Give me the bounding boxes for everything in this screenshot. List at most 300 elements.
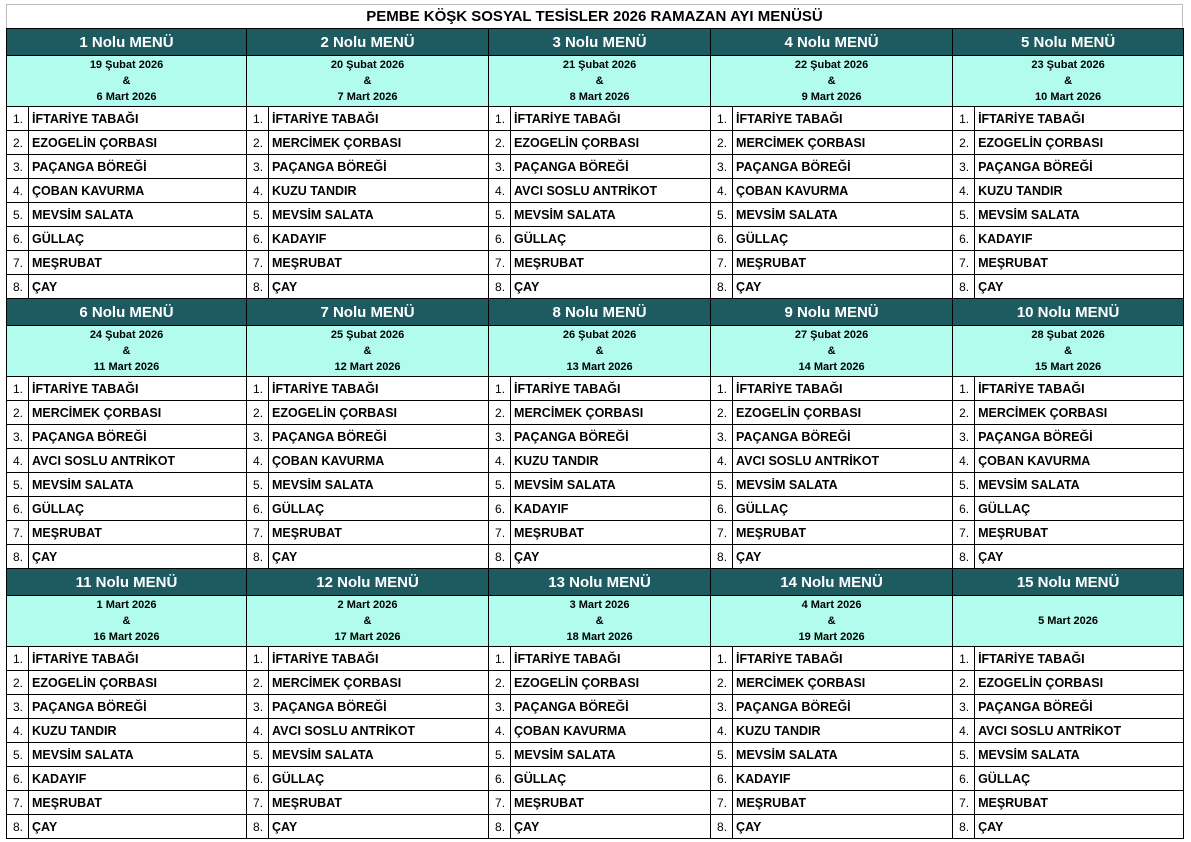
menu-date-line: & xyxy=(595,345,604,357)
menu-item-row xyxy=(7,647,1184,671)
item-number: 1. xyxy=(711,377,733,401)
item-number: 6. xyxy=(247,767,269,791)
menu-dates xyxy=(247,56,489,107)
item-number: 4. xyxy=(7,449,29,473)
dish-name: MERCİMEK ÇORBASI xyxy=(29,401,247,425)
menu-date-line: & xyxy=(1064,345,1073,357)
item-number: 1. xyxy=(489,107,511,131)
item-number: 3. xyxy=(7,155,29,179)
menu-dates xyxy=(489,56,711,107)
dish-name: ÇOBAN KAVURMA xyxy=(975,449,1184,473)
item-number: 2. xyxy=(247,131,269,155)
dish-name: GÜLLAÇ xyxy=(975,767,1184,791)
item-number: 1. xyxy=(489,647,511,671)
dish-name: GÜLLAÇ xyxy=(511,227,711,251)
dish-name: MEVSİM SALATA xyxy=(511,743,711,767)
dish-name: MEŞRUBAT xyxy=(733,521,953,545)
menu-title: 3 Nolu MENÜ xyxy=(489,29,711,56)
item-number: 2. xyxy=(7,671,29,695)
item-number: 3. xyxy=(489,425,511,449)
dish-name: MEVSİM SALATA xyxy=(511,473,711,497)
item-number: 6. xyxy=(7,767,29,791)
menu-item-row xyxy=(7,815,1184,839)
item-number: 1. xyxy=(247,647,269,671)
menu-item-row xyxy=(7,767,1184,791)
item-number: 2. xyxy=(7,131,29,155)
menu-dates xyxy=(711,326,953,377)
item-number: 6. xyxy=(953,767,975,791)
dish-name: MERCİMEK ÇORBASI xyxy=(269,131,489,155)
item-number: 7. xyxy=(489,521,511,545)
item-number: 1. xyxy=(953,377,975,401)
item-number: 6. xyxy=(953,227,975,251)
item-number: 5. xyxy=(953,473,975,497)
menu-date-line: 9 Mart 2026 xyxy=(801,91,862,103)
item-number: 6. xyxy=(247,227,269,251)
dish-name: KUZU TANDIR xyxy=(269,179,489,203)
dish-name: MEŞRUBAT xyxy=(511,521,711,545)
dish-name: ÇAY xyxy=(29,275,247,299)
item-number: 2. xyxy=(711,671,733,695)
menu-date-line: 13 Mart 2026 xyxy=(566,361,633,373)
item-number: 2. xyxy=(711,401,733,425)
dish-name: GÜLLAÇ xyxy=(511,767,711,791)
dish-name: KUZU TANDIR xyxy=(511,449,711,473)
dish-name: MEŞRUBAT xyxy=(733,791,953,815)
menu-dates xyxy=(953,596,1184,647)
item-number: 8. xyxy=(7,545,29,569)
dish-name: ÇAY xyxy=(511,275,711,299)
menu-date-line: 11 Mart 2026 xyxy=(93,361,160,373)
item-number: 1. xyxy=(711,107,733,131)
item-number: 1. xyxy=(7,107,29,131)
item-number: 1. xyxy=(489,377,511,401)
dish-name: ÇAY xyxy=(511,815,711,839)
dish-name: ÇAY xyxy=(733,815,953,839)
dish-name: GÜLLAÇ xyxy=(269,767,489,791)
item-number: 3. xyxy=(953,695,975,719)
menu-item-row xyxy=(7,401,1184,425)
menu-title: 9 Nolu MENÜ xyxy=(711,299,953,326)
dish-name: EZOGELİN ÇORBASI xyxy=(269,401,489,425)
menu-item-row xyxy=(7,449,1184,473)
menu-date-line: & xyxy=(827,615,836,627)
menu-dates xyxy=(7,56,247,107)
item-number: 6. xyxy=(489,227,511,251)
dish-name: MEVSİM SALATA xyxy=(975,203,1184,227)
item-number: 3. xyxy=(7,425,29,449)
menu-title: 2 Nolu MENÜ xyxy=(247,29,489,56)
menu-date-line: & xyxy=(595,75,604,87)
dish-name: EZOGELİN ÇORBASI xyxy=(29,671,247,695)
item-number: 5. xyxy=(489,743,511,767)
menu-date-line: 24 Şubat 2026 xyxy=(89,329,164,341)
menu-date-line: & xyxy=(363,75,372,87)
dish-name: İFTARİYE TABAĞI xyxy=(269,647,489,671)
item-number: 1. xyxy=(953,107,975,131)
item-number: 8. xyxy=(489,275,511,299)
dish-name: İFTARİYE TABAĞI xyxy=(29,647,247,671)
dish-name: MEVSİM SALATA xyxy=(733,473,953,497)
item-number: 3. xyxy=(953,425,975,449)
dish-name: AVCI SOSLU ANTRİKOT xyxy=(29,449,247,473)
menu-header-row xyxy=(7,299,1184,326)
item-number: 6. xyxy=(247,497,269,521)
dish-name: MEVSİM SALATA xyxy=(269,473,489,497)
menu-item-row xyxy=(7,179,1184,203)
item-number: 2. xyxy=(953,671,975,695)
item-number: 3. xyxy=(7,695,29,719)
item-number: 7. xyxy=(711,521,733,545)
item-number: 5. xyxy=(711,473,733,497)
item-number: 3. xyxy=(247,425,269,449)
dish-name: MEŞRUBAT xyxy=(975,251,1184,275)
dish-name: MERCİMEK ÇORBASI xyxy=(733,671,953,695)
dish-name: MEVSİM SALATA xyxy=(733,203,953,227)
item-number: 4. xyxy=(953,449,975,473)
menu-dates xyxy=(489,326,711,377)
menu-item-row xyxy=(7,545,1184,569)
menu-title: 12 Nolu MENÜ xyxy=(247,569,489,596)
menu-title: 10 Nolu MENÜ xyxy=(953,299,1184,326)
dish-name: PAÇANGA BÖREĞİ xyxy=(975,695,1184,719)
dish-name: MEVSİM SALATA xyxy=(511,203,711,227)
menu-header-row xyxy=(7,29,1184,56)
menu-item-row xyxy=(7,107,1184,131)
dish-name: MEŞRUBAT xyxy=(29,521,247,545)
menu-dates xyxy=(247,596,489,647)
menu-date-line: 28 Şubat 2026 xyxy=(1031,329,1105,341)
item-number: 5. xyxy=(953,203,975,227)
item-number: 4. xyxy=(247,449,269,473)
dish-name: ÇOBAN KAVURMA xyxy=(29,179,247,203)
dish-name: İFTARİYE TABAĞI xyxy=(975,107,1184,131)
dish-name: MEŞRUBAT xyxy=(269,251,489,275)
menu-item-row xyxy=(7,719,1184,743)
item-number: 4. xyxy=(489,449,511,473)
menu-date-line: 14 Mart 2026 xyxy=(798,361,865,373)
item-number: 3. xyxy=(247,155,269,179)
dish-name: MEŞRUBAT xyxy=(29,251,247,275)
dish-name: MEVSİM SALATA xyxy=(733,743,953,767)
item-number: 4. xyxy=(953,179,975,203)
dish-name: GÜLLAÇ xyxy=(975,497,1184,521)
menu-dates xyxy=(711,56,953,107)
dish-name: KADAYIF xyxy=(269,227,489,251)
menu-date-line: & xyxy=(363,345,372,357)
menu-item-row xyxy=(7,671,1184,695)
item-number: 8. xyxy=(7,275,29,299)
dish-name: PAÇANGA BÖREĞİ xyxy=(733,425,953,449)
dish-name: MEŞRUBAT xyxy=(269,521,489,545)
item-number: 4. xyxy=(711,719,733,743)
item-number: 3. xyxy=(711,155,733,179)
dish-name: ÇAY xyxy=(733,275,953,299)
dish-name: MEŞRUBAT xyxy=(269,791,489,815)
item-number: 1. xyxy=(247,377,269,401)
dish-name: İFTARİYE TABAĞI xyxy=(511,377,711,401)
item-number: 5. xyxy=(7,203,29,227)
item-number: 8. xyxy=(711,815,733,839)
menu-header-row xyxy=(7,569,1184,596)
item-number: 7. xyxy=(489,251,511,275)
dish-name: PAÇANGA BÖREĞİ xyxy=(29,695,247,719)
item-number: 4. xyxy=(7,719,29,743)
dish-name: İFTARİYE TABAĞI xyxy=(733,377,953,401)
dish-name: ÇOBAN KAVURMA xyxy=(511,719,711,743)
menu-item-row xyxy=(7,743,1184,767)
menu-item-row xyxy=(7,695,1184,719)
item-number: 5. xyxy=(489,203,511,227)
item-number: 5. xyxy=(247,743,269,767)
dish-name: PAÇANGA BÖREĞİ xyxy=(975,155,1184,179)
item-number: 5. xyxy=(247,473,269,497)
menu-item-row xyxy=(7,275,1184,299)
dish-name: MEVSİM SALATA xyxy=(29,743,247,767)
menu-date-line: 4 Mart 2026 xyxy=(801,599,862,611)
menu-date-line: & xyxy=(363,615,372,627)
dish-name: GÜLLAÇ xyxy=(29,227,247,251)
item-number: 3. xyxy=(247,695,269,719)
item-number: 8. xyxy=(953,815,975,839)
menu-title: 5 Nolu MENÜ xyxy=(953,29,1184,56)
item-number: 8. xyxy=(953,545,975,569)
menu-title: 6 Nolu MENÜ xyxy=(7,299,247,326)
menu-date-line: 20 Şubat 2026 xyxy=(330,59,405,71)
dish-name: KADAYIF xyxy=(733,767,953,791)
dish-name: MEVSİM SALATA xyxy=(975,743,1184,767)
menu-item-row xyxy=(7,425,1184,449)
dish-name: PAÇANGA BÖREĞİ xyxy=(269,425,489,449)
item-number: 2. xyxy=(489,401,511,425)
dish-name: MEŞRUBAT xyxy=(975,521,1184,545)
menu-date-line: 25 Şubat 2026 xyxy=(330,329,405,341)
menu-date-line: 7 Mart 2026 xyxy=(337,91,398,103)
dish-name: ÇAY xyxy=(975,545,1184,569)
item-number: 6. xyxy=(7,227,29,251)
menu-item-row xyxy=(7,203,1184,227)
dish-name: MEŞRUBAT xyxy=(29,791,247,815)
item-number: 2. xyxy=(489,131,511,155)
dish-name: İFTARİYE TABAĞI xyxy=(511,647,711,671)
menu-sheet xyxy=(6,4,1183,839)
item-number: 8. xyxy=(489,815,511,839)
menu-date-line: 23 Şubat 2026 xyxy=(1031,59,1105,71)
menu-date-line: 1 Mart 2026 xyxy=(96,599,157,611)
menu-title: 13 Nolu MENÜ xyxy=(489,569,711,596)
item-number: 5. xyxy=(711,203,733,227)
item-number: 4. xyxy=(7,179,29,203)
menu-dates xyxy=(953,56,1184,107)
dish-name: GÜLLAÇ xyxy=(733,497,953,521)
dish-name: PAÇANGA BÖREĞİ xyxy=(511,155,711,179)
item-number: 7. xyxy=(247,521,269,545)
item-number: 4. xyxy=(953,719,975,743)
menu-item-row xyxy=(7,473,1184,497)
menu-date-line: 22 Şubat 2026 xyxy=(794,59,869,71)
dish-name: PAÇANGA BÖREĞİ xyxy=(29,425,247,449)
menu-item-row xyxy=(7,377,1184,401)
dish-name: PAÇANGA BÖREĞİ xyxy=(29,155,247,179)
dish-name: MEŞRUBAT xyxy=(733,251,953,275)
dish-name: EZOGELİN ÇORBASI xyxy=(733,401,953,425)
item-number: 3. xyxy=(953,155,975,179)
item-number: 5. xyxy=(711,743,733,767)
dish-name: PAÇANGA BÖREĞİ xyxy=(269,155,489,179)
menu-title: 1 Nolu MENÜ xyxy=(7,29,247,56)
dish-name: PAÇANGA BÖREĞİ xyxy=(733,695,953,719)
menu-item-row xyxy=(7,791,1184,815)
dish-name: PAÇANGA BÖREĞİ xyxy=(269,695,489,719)
item-number: 1. xyxy=(247,107,269,131)
item-number: 8. xyxy=(7,815,29,839)
item-number: 5. xyxy=(7,743,29,767)
dish-name: EZOGELİN ÇORBASI xyxy=(29,131,247,155)
menu-date-line: 8 Mart 2026 xyxy=(569,91,630,103)
item-number: 8. xyxy=(247,545,269,569)
dish-name: İFTARİYE TABAĞI xyxy=(269,377,489,401)
dish-name: ÇOBAN KAVURMA xyxy=(733,179,953,203)
item-number: 8. xyxy=(953,275,975,299)
menu-title: 8 Nolu MENÜ xyxy=(489,299,711,326)
item-number: 8. xyxy=(247,815,269,839)
item-number: 7. xyxy=(7,791,29,815)
menu-dates xyxy=(489,596,711,647)
menu-date-line: & xyxy=(1064,75,1073,87)
item-number: 7. xyxy=(247,791,269,815)
menu-item-row xyxy=(7,227,1184,251)
menu-date-line: 17 Mart 2026 xyxy=(334,631,401,643)
item-number: 3. xyxy=(489,155,511,179)
dish-name: MEVSİM SALATA xyxy=(269,203,489,227)
menu-date-line: & xyxy=(827,345,836,357)
dish-name: PAÇANGA BÖREĞİ xyxy=(733,155,953,179)
page-title: PEMBE KÖŞK SOSYAL TESİSLER 2026 RAMAZAN AYI MENÜSÜ xyxy=(6,4,1183,28)
dish-name: GÜLLAÇ xyxy=(269,497,489,521)
item-number: 5. xyxy=(7,473,29,497)
item-number: 8. xyxy=(711,275,733,299)
item-number: 5. xyxy=(489,473,511,497)
dish-name: MEVSİM SALATA xyxy=(29,203,247,227)
menu-dates xyxy=(953,326,1184,377)
item-number: 8. xyxy=(489,545,511,569)
dish-name: MERCİMEK ÇORBASI xyxy=(733,131,953,155)
item-number: 6. xyxy=(7,497,29,521)
dish-name: PAÇANGA BÖREĞİ xyxy=(975,425,1184,449)
item-number: 6. xyxy=(711,497,733,521)
dish-name: İFTARİYE TABAĞI xyxy=(29,377,247,401)
dish-name: ÇAY xyxy=(733,545,953,569)
item-number: 2. xyxy=(247,401,269,425)
dish-name: AVCI SOSLU ANTRİKOT xyxy=(733,449,953,473)
dish-name: KADAYIF xyxy=(29,767,247,791)
menu-dates xyxy=(7,326,247,377)
item-number: 7. xyxy=(711,791,733,815)
item-number: 6. xyxy=(953,497,975,521)
dish-name: MEVSİM SALATA xyxy=(975,473,1184,497)
menu-date-line: 2 Mart 2026 xyxy=(337,599,398,611)
dish-name: MEŞRUBAT xyxy=(511,791,711,815)
dish-name: ÇAY xyxy=(975,275,1184,299)
dish-name: MEVSİM SALATA xyxy=(29,473,247,497)
menu-date-line: 10 Mart 2026 xyxy=(1035,91,1102,103)
item-number: 6. xyxy=(711,227,733,251)
menu-item-row xyxy=(7,251,1184,275)
menu-date-line: 26 Şubat 2026 xyxy=(562,329,637,341)
menu-item-row xyxy=(7,497,1184,521)
menu-date-line: & xyxy=(595,615,604,627)
item-number: 4. xyxy=(489,719,511,743)
item-number: 7. xyxy=(953,251,975,275)
dish-name: KADAYIF xyxy=(511,497,711,521)
item-number: 3. xyxy=(711,425,733,449)
dish-name: PAÇANGA BÖREĞİ xyxy=(511,695,711,719)
menu-title: 14 Nolu MENÜ xyxy=(711,569,953,596)
item-number: 1. xyxy=(953,647,975,671)
menu-date-line: & xyxy=(122,615,131,627)
dish-name: PAÇANGA BÖREĞİ xyxy=(511,425,711,449)
dish-name: ÇAY xyxy=(269,275,489,299)
menu-dates-row xyxy=(7,596,1184,647)
menu-title: 15 Nolu MENÜ xyxy=(953,569,1184,596)
menu-table xyxy=(6,28,1184,839)
menu-date-line: & xyxy=(122,345,131,357)
item-number: 7. xyxy=(489,791,511,815)
dish-name: AVCI SOSLU ANTRİKOT xyxy=(511,179,711,203)
item-number: 8. xyxy=(247,275,269,299)
dish-name: EZOGELİN ÇORBASI xyxy=(975,131,1184,155)
menu-date-line: 5 Mart 2026 xyxy=(1038,615,1099,627)
item-number: 4. xyxy=(247,179,269,203)
item-number: 7. xyxy=(7,521,29,545)
dish-name: MEVSİM SALATA xyxy=(269,743,489,767)
item-number: 2. xyxy=(489,671,511,695)
item-number: 5. xyxy=(953,743,975,767)
item-number: 4. xyxy=(711,449,733,473)
item-number: 5. xyxy=(247,203,269,227)
dish-name: GÜLLAÇ xyxy=(29,497,247,521)
menu-title: 11 Nolu MENÜ xyxy=(7,569,247,596)
dish-name: KUZU TANDIR xyxy=(29,719,247,743)
dish-name: MEŞRUBAT xyxy=(975,791,1184,815)
menu-title: 4 Nolu MENÜ xyxy=(711,29,953,56)
menu-date-line: & xyxy=(827,75,836,87)
menu-item-row xyxy=(7,131,1184,155)
dish-name: GÜLLAÇ xyxy=(733,227,953,251)
item-number: 6. xyxy=(489,767,511,791)
dish-name: İFTARİYE TABAĞI xyxy=(269,107,489,131)
dish-name: İFTARİYE TABAĞI xyxy=(975,647,1184,671)
item-number: 1. xyxy=(7,647,29,671)
item-number: 2. xyxy=(953,401,975,425)
dish-name: EZOGELİN ÇORBASI xyxy=(511,131,711,155)
menu-dates xyxy=(247,326,489,377)
menu-date-line: 19 Mart 2026 xyxy=(798,631,865,643)
dish-name: AVCI SOSLU ANTRİKOT xyxy=(269,719,489,743)
dish-name: ÇAY xyxy=(269,545,489,569)
dish-name: İFTARİYE TABAĞI xyxy=(733,647,953,671)
item-number: 6. xyxy=(711,767,733,791)
menu-dates xyxy=(7,596,247,647)
dish-name: ÇAY xyxy=(269,815,489,839)
item-number: 4. xyxy=(711,179,733,203)
item-number: 7. xyxy=(7,251,29,275)
item-number: 3. xyxy=(711,695,733,719)
dish-name: MERCİMEK ÇORBASI xyxy=(269,671,489,695)
dish-name: ÇAY xyxy=(29,815,247,839)
dish-name: ÇAY xyxy=(29,545,247,569)
menu-date-line: 16 Mart 2026 xyxy=(93,631,160,643)
